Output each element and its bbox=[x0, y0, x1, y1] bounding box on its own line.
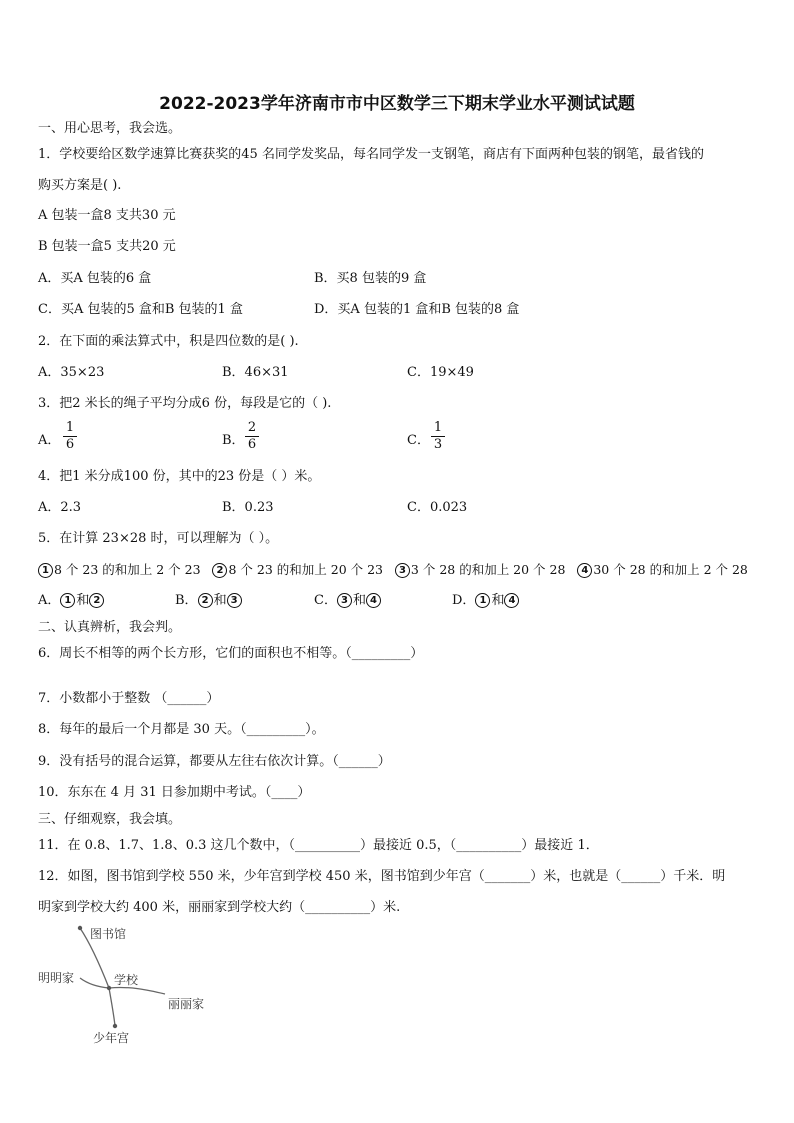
q1-stem-line2: 购买方案是( ). bbox=[38, 178, 122, 193]
q1-package-a: A 包装一盒8 支共30 元 bbox=[38, 208, 176, 223]
q5-option-c-mark1: 3 bbox=[337, 593, 352, 608]
q5-option-d: D． 1 和 4 bbox=[452, 593, 520, 609]
school-dot bbox=[107, 986, 111, 990]
label-mingming: 明明家 bbox=[38, 971, 75, 985]
q5-stem: 5．在计算 23×28 时，可以理解为（ ）。 bbox=[38, 531, 279, 546]
q5-option-b: B． 2 和 3 bbox=[175, 593, 243, 609]
q5-statements bbox=[38, 562, 748, 578]
q5-option-d-mark2: 4 bbox=[504, 593, 519, 608]
q3-fraction-a-numerator: 1 bbox=[65, 420, 75, 435]
q5-mark-2: 2 bbox=[212, 563, 227, 578]
q5-statement-2: 8 个 23 的和加上 20 个 23 bbox=[228, 562, 383, 577]
q1-option-c: C．买A 包装的5 盒和B 包装的1 盒 bbox=[38, 302, 243, 317]
q5-option-b-mark1: 2 bbox=[198, 593, 213, 608]
q7-stem: 7．小数都小于整数 （______） bbox=[38, 691, 220, 706]
q3-option-a: A． bbox=[38, 433, 61, 448]
q3-fraction-b bbox=[245, 421, 259, 452]
q4-option-c: C．0.023 bbox=[407, 500, 468, 515]
label-school: 学校 bbox=[114, 973, 139, 987]
q5-statement-4: 30 个 28 的和加上 2 个 28 bbox=[593, 562, 748, 577]
q2-stem: 2．在下面的乘法算式中，积是四位数的是( ). bbox=[38, 334, 299, 349]
q5-mark-1: 1 bbox=[38, 563, 53, 578]
q3-option-c: C． bbox=[407, 433, 430, 448]
q2-option-c: C．19×49 bbox=[407, 365, 474, 380]
q5-option-d-mark1: 1 bbox=[475, 593, 490, 608]
q5-option-c: C． 3 和 4 bbox=[314, 593, 382, 609]
q9-stem: 9．没有括号的混合运算，都要从左往右依次计算。（______） bbox=[38, 754, 391, 769]
label-youth: 少年宫 bbox=[93, 1031, 130, 1045]
q3-fraction-b-denominator: 6 bbox=[247, 437, 257, 452]
q3-option-b: B． bbox=[222, 433, 245, 448]
section-3-heading: 三、仔细观察，我会填。 bbox=[38, 812, 182, 827]
q1-stem-line1: 1．学校要给区数学速算比赛获奖的45 名同学发奖品，每名同学发一支钢笔，商店有下面两种包装的钢笔，最省钱的 bbox=[38, 147, 704, 162]
q3-fraction-a-denominator: 6 bbox=[65, 437, 75, 452]
q2-option-b: B．46×31 bbox=[222, 365, 289, 380]
youth-dot bbox=[113, 1024, 117, 1028]
q5-statement-3: 3 个 28 的和加上 20 个 28 bbox=[410, 562, 566, 577]
q4-option-a: A．2.3 bbox=[38, 500, 82, 515]
q5-mark-4: 4 bbox=[577, 563, 592, 578]
q12-stem-line2: 明家到学校大约 400 米，丽丽家到学校大约（__________）米. bbox=[38, 900, 401, 915]
q5-option-a-mark2: 2 bbox=[89, 593, 104, 608]
q5-option-b-mark2: 3 bbox=[227, 593, 242, 608]
q2-option-a: A．35×23 bbox=[38, 365, 105, 380]
q3-fraction-b-numerator: 2 bbox=[247, 420, 257, 435]
q1-option-a: A．买A 包装的6 盒 bbox=[38, 271, 152, 286]
q5-statement-1: 8 个 23 的和加上 2 个 23 bbox=[54, 562, 201, 577]
q10-stem: 10．东东在 4 月 31 日参加期中考试。（____） bbox=[38, 785, 311, 800]
road-mingming-school bbox=[80, 978, 109, 988]
q4-stem: 4．把1 米分成100 份，其中的23 份是（ ）米。 bbox=[38, 469, 321, 484]
q3-fraction-c bbox=[431, 421, 445, 452]
q5-option-c-mark2: 4 bbox=[366, 593, 381, 608]
q5-mark-3: 3 bbox=[395, 563, 410, 578]
location-map bbox=[30, 920, 230, 1050]
road-school-youth bbox=[109, 988, 115, 1026]
section-1-heading: 一、用心思考，我会选。 bbox=[38, 121, 182, 136]
q3-fraction-c-numerator: 1 bbox=[433, 420, 443, 435]
page-title: 2022-2023学年济南市市中区数学三下期末学业水平测试试题 bbox=[159, 94, 635, 114]
q3-fraction-c-denominator: 3 bbox=[433, 437, 443, 452]
road-school-lili bbox=[109, 987, 165, 994]
q1-package-b: B 包装一盒5 支共20 元 bbox=[38, 239, 176, 254]
q6-stem: 6．周长不相等的两个长方形，它们的面积也不相等。（_________） bbox=[38, 646, 424, 661]
q12-stem-line1: 12．如图，图书馆到学校 550 米，少年宫到学校 450 米，图书馆到少年宫（_______）米，也就是（______）千米．明 bbox=[38, 869, 726, 884]
q11-stem: 11．在 0.8、1.7、1.8、0.3 这几个数中，（__________）最接近 0.5，（__________）最接近 1． bbox=[38, 838, 599, 853]
q3-stem: 3．把2 米长的绳子平均分成6 份，每段是它的（ ). bbox=[38, 396, 332, 411]
label-library: 图书馆 bbox=[90, 927, 127, 941]
label-lili: 丽丽家 bbox=[168, 997, 205, 1011]
section-2-heading: 二、认真辨析，我会判。 bbox=[38, 620, 182, 635]
q5-option-a: A． 1 和 2 bbox=[38, 593, 105, 609]
q5-option-a-mark1: 1 bbox=[60, 593, 75, 608]
q1-option-b: B．买8 包装的9 盒 bbox=[314, 271, 427, 286]
q4-option-b: B．0.23 bbox=[222, 500, 274, 515]
q8-stem: 8．每年的最后一个月都是 30 天。（_________）。 bbox=[38, 722, 325, 737]
library-dot bbox=[78, 926, 82, 930]
q3-fraction-a bbox=[63, 421, 77, 452]
q1-option-d: D．买A 包装的1 盒和B 包装的8 盒 bbox=[314, 302, 520, 317]
